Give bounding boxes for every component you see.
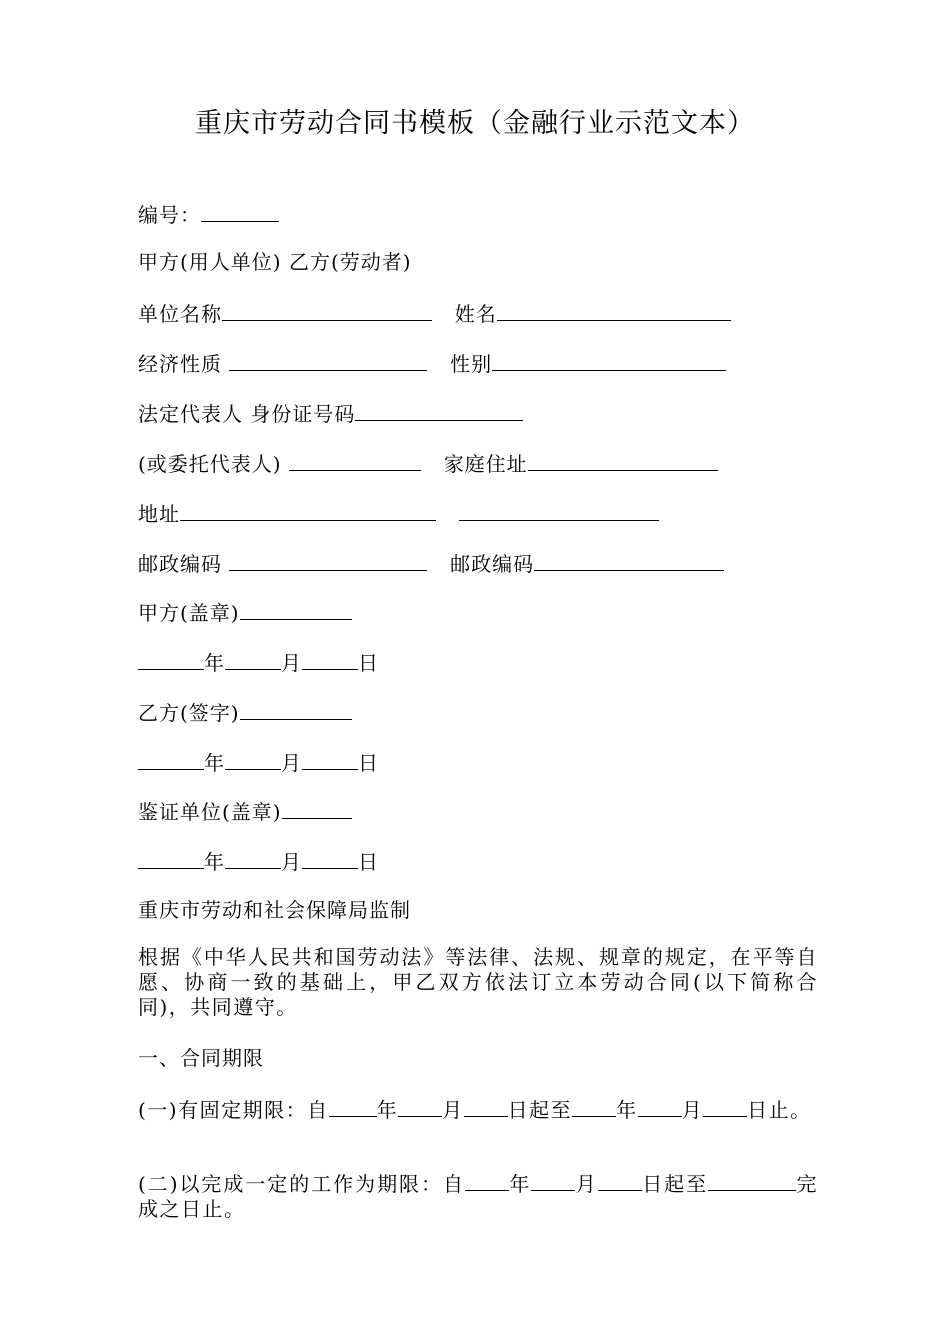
id-number-blank[interactable]	[355, 400, 523, 421]
contract-number-row	[138, 201, 279, 227]
party-header: 甲方(用人单位) 乙方(劳动者)	[138, 250, 412, 274]
month-blank[interactable]	[225, 649, 281, 670]
month-label: 月	[281, 850, 302, 874]
term-task-paragraph	[138, 1170, 818, 1222]
end-month-blank[interactable]	[638, 1096, 682, 1117]
term-task-label: (二)以完成一定的工作为期限：自	[138, 1172, 465, 1196]
date-row-a	[138, 649, 379, 675]
end-day-blank[interactable]	[703, 1096, 747, 1117]
unit-name-row	[138, 300, 731, 326]
document-title: 重庆市劳动合同书模板（金融行业示范文本）	[195, 108, 755, 139]
entrusted-rep-row	[138, 450, 718, 476]
name-blank[interactable]	[497, 300, 731, 321]
year-blank[interactable]	[138, 649, 204, 670]
start-day-blank[interactable]	[598, 1170, 642, 1191]
name-label: 姓名	[454, 302, 497, 326]
day-label: 日	[358, 850, 379, 874]
postal-code-row	[138, 550, 724, 576]
start-month-blank[interactable]	[531, 1170, 575, 1191]
party-b-sign-row	[138, 699, 352, 725]
address-label: 地址	[138, 502, 180, 526]
term-fixed-label: (一)有固定期限：自	[138, 1098, 329, 1122]
address-blank[interactable]	[180, 500, 436, 521]
section-1-heading: 一、合同期限	[138, 1046, 264, 1070]
preamble-paragraph: 根据《中华人民共和国劳动法》等法律、法规、规章的规定，在平等自愿、协商一致的基础上，甲乙双方依法订立本劳动合同(以下简称合同)，共同遵守。	[138, 945, 818, 1019]
year-blank[interactable]	[138, 848, 204, 869]
term-fixed-paragraph	[138, 1096, 818, 1123]
start-year-blank[interactable]	[329, 1096, 377, 1117]
party-a-seal-blank[interactable]	[240, 599, 352, 620]
task-end-label: 完成之日止。	[138, 1172, 819, 1221]
year-label: 年	[204, 651, 225, 675]
postal-code-b-label: 邮政编码	[450, 552, 535, 576]
start-month-blank[interactable]	[398, 1096, 442, 1117]
year-blank[interactable]	[138, 749, 204, 770]
cert-unit-label: 鉴证单位(盖章)	[138, 800, 282, 824]
day-blank[interactable]	[302, 848, 358, 869]
supervisor-line: 重庆市劳动和社会保障局监制	[138, 898, 411, 922]
contract-number-label: 编号：	[138, 203, 201, 227]
party-b-sign-label: 乙方(签字)	[138, 701, 240, 725]
gender-blank[interactable]	[492, 350, 726, 371]
postal-code-b-blank[interactable]	[534, 550, 724, 571]
task-blank[interactable]	[708, 1170, 796, 1191]
address-blank-2[interactable]	[459, 500, 659, 521]
address-row	[138, 500, 659, 526]
day-label: 日	[358, 651, 379, 675]
postal-code-a-blank[interactable]	[229, 550, 427, 571]
econ-nature-label: 经济性质	[138, 352, 222, 376]
unit-name-blank[interactable]	[222, 300, 432, 321]
year-label: 年	[204, 850, 225, 874]
econ-nature-blank[interactable]	[229, 350, 427, 371]
end-year-blank[interactable]	[572, 1096, 616, 1117]
party-b-sign-blank[interactable]	[240, 699, 352, 720]
month-label: 月	[281, 651, 302, 675]
year-label: 年	[508, 1172, 532, 1196]
day-blank[interactable]	[302, 749, 358, 770]
legal-rep-row	[138, 400, 523, 426]
month-label: 月	[442, 1098, 464, 1122]
entrusted-rep-label: (或委托代表人)	[138, 452, 282, 476]
econ-nature-row	[138, 350, 726, 376]
party-a-seal-row	[138, 599, 352, 625]
date-row-b	[138, 749, 379, 775]
entrusted-rep-blank[interactable]	[289, 450, 421, 471]
year-label: 年	[376, 1098, 399, 1122]
unit-name-label: 单位名称	[138, 302, 222, 326]
postal-code-a-label: 邮政编码	[138, 552, 222, 576]
cert-unit-row	[138, 798, 352, 824]
year-label: 年	[204, 751, 225, 775]
from-to-label: 日起至	[641, 1172, 709, 1196]
month-label: 月	[681, 1098, 704, 1122]
gender-label: 性别	[450, 352, 493, 376]
party-a-seal-label: 甲方(盖章)	[138, 601, 240, 625]
year-label: 年	[616, 1098, 638, 1122]
cert-unit-blank[interactable]	[282, 798, 352, 819]
contract-number-blank[interactable]	[201, 201, 279, 222]
from-to-label: 日起至	[507, 1098, 573, 1122]
month-label: 月	[281, 751, 302, 775]
date-row-c	[138, 848, 379, 874]
start-day-blank[interactable]	[464, 1096, 508, 1117]
term-end-label: 日止。	[747, 1098, 812, 1122]
start-year-blank[interactable]	[465, 1170, 509, 1191]
month-blank[interactable]	[225, 848, 281, 869]
day-label: 日	[358, 751, 379, 775]
month-label: 月	[575, 1172, 598, 1196]
month-blank[interactable]	[225, 749, 281, 770]
home-address-blank[interactable]	[528, 450, 718, 471]
day-blank[interactable]	[302, 649, 358, 670]
legal-rep-label: 法定代表人 身份证号码	[138, 402, 356, 426]
home-address-label: 家庭住址	[443, 452, 528, 476]
